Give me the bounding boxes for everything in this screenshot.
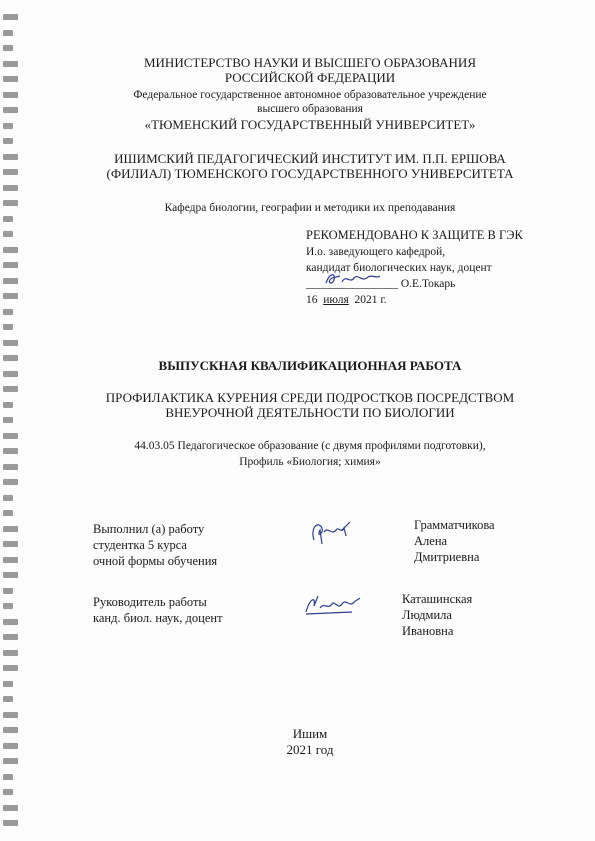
binding-hole [3, 185, 18, 191]
branch-line-2: (ФИЛИАЛ) ТЮМЕНСКОГО ГОСУДАРСТВЕННОГО УНИВЕРСИТЕТА [106, 166, 514, 181]
binding-hole [3, 541, 18, 547]
work-title-line-1: ПРОФИЛАКТИКА КУРЕНИЯ СРЕДИ ПОДРОСТКОВ ПОСРЕДСТВОМ [105, 390, 515, 405]
approval-recommended: РЕКОМЕНДОВАНО К ЗАЩИТЕ В ГЭК [306, 228, 523, 242]
branch-line-1: ИШИМСКИЙ ПЕДАГОГИЧЕСКИЙ ИНСТИТУТ ИМ. П.П. ЕРШОВА [114, 151, 506, 166]
binding-hole [3, 386, 18, 392]
supervisor-patronymic: Ивановна [402, 624, 454, 638]
head-signature [322, 270, 382, 288]
binding-hole [3, 603, 13, 609]
institution-line-2: высшего образования [257, 103, 363, 115]
binding-hole [3, 262, 18, 268]
date-month: июля [323, 294, 349, 306]
binding-hole [3, 665, 18, 671]
binding-hole [3, 774, 13, 780]
binding-hole [3, 278, 18, 284]
approval-role: И.о. заведующего кафедрой, [306, 246, 446, 258]
binding-hole [3, 154, 18, 160]
binding-hole [3, 216, 13, 222]
supervisor-signature [300, 592, 370, 618]
binding-hole [3, 107, 18, 113]
student-patronymic: Дмитриевна [414, 550, 480, 564]
ministry-line-1: МИНИСТЕРСТВО НАУКИ И ВЫСШЕГО ОБРАЗОВАНИЯ [143, 55, 476, 70]
binding-hole [3, 169, 18, 175]
binding-hole [3, 464, 18, 470]
student-name: Алена [414, 534, 448, 548]
binding-hole [3, 417, 13, 423]
binding-hole [3, 572, 18, 578]
program-line-2: Профиль «Биология; химия» [239, 456, 381, 468]
binding-hole [3, 510, 13, 516]
binding-hole [3, 557, 18, 563]
student-label-3: очной формы обучения [93, 554, 218, 568]
binding-hole [3, 696, 13, 702]
binding-hole [3, 309, 13, 315]
binding-hole [3, 14, 18, 20]
student-signature [306, 518, 356, 548]
binding-hole [3, 247, 18, 253]
binding-hole [3, 433, 18, 439]
binding-hole [3, 402, 13, 408]
date-year: 2021 г. [354, 294, 387, 306]
supervisor-label-2: канд. биол. наук, доцент [93, 611, 223, 625]
binding-hole [3, 448, 18, 454]
binding-hole [3, 355, 18, 361]
student-label-1: Выполнил (а) работу [93, 522, 205, 536]
binding-hole [3, 820, 18, 826]
approval-signer: О.Е.Токарь [400, 278, 456, 290]
binding-hole [3, 30, 13, 36]
binding-hole [3, 634, 18, 640]
footer-city: Ишим [292, 726, 328, 741]
binding-hole [3, 588, 13, 594]
binding-hole [3, 479, 18, 485]
binding-hole [3, 231, 13, 237]
binding-hole [3, 76, 18, 82]
supervisor-surname: Каташинская [402, 592, 473, 606]
binding-hole [3, 123, 13, 129]
binding-hole [3, 45, 13, 51]
binding-hole [3, 61, 18, 67]
binding-hole [3, 789, 13, 795]
binding-hole [3, 805, 18, 811]
binding-hole [3, 92, 18, 98]
student-label-2: студентка 5 курса [93, 538, 187, 552]
ministry-line-2: РОССИЙСКОЙ ФЕДЕРАЦИИ [224, 70, 396, 85]
work-type: ВЫПУСКНАЯ КВАЛИФИКАЦИОННАЯ РАБОТА [158, 358, 462, 373]
binding-hole [3, 743, 18, 749]
binding-hole [3, 324, 13, 330]
binding-hole [3, 200, 18, 206]
footer-year: 2021 год [286, 742, 334, 757]
program-line-1: 44.03.05 Педагогическое образование (с двумя профилями подготовки), [134, 440, 486, 452]
university-name: «ТЮМЕНСКИЙ ГОСУДАРСТВЕННЫЙ УНИВЕРСИТЕТ» [144, 117, 476, 132]
binding-hole [3, 293, 18, 299]
binding-hole [3, 138, 13, 144]
approval-date [306, 292, 387, 308]
binding-hole [3, 495, 13, 501]
binding-hole [3, 650, 18, 656]
supervisor-name: Людмила [402, 608, 452, 622]
institution-line-1: Федеральное государственное автономное образовательное учреждение [133, 89, 487, 101]
binding-hole [3, 712, 18, 718]
supervisor-label-1: Руководитель работы [93, 595, 207, 609]
binding-hole [3, 758, 18, 764]
spiral-binding [0, 0, 26, 841]
signature-blank: ________________ [306, 278, 398, 290]
date-day: 16 [306, 294, 318, 306]
binding-hole [3, 371, 18, 377]
binding-hole [3, 526, 18, 532]
student-surname: Грамматчикова [414, 518, 495, 532]
binding-hole [3, 727, 18, 733]
approval-degree: кандидат биологических наук, доцент [306, 262, 492, 274]
binding-hole [3, 340, 18, 346]
department-name: Кафедра биологии, географии и методики их преподавания [164, 202, 456, 214]
binding-hole [3, 619, 18, 625]
binding-hole [3, 681, 13, 687]
work-title-line-2: ВНЕУРОЧНОЙ ДЕЯТЕЛЬНОСТИ ПО БИОЛОГИИ [165, 405, 455, 420]
